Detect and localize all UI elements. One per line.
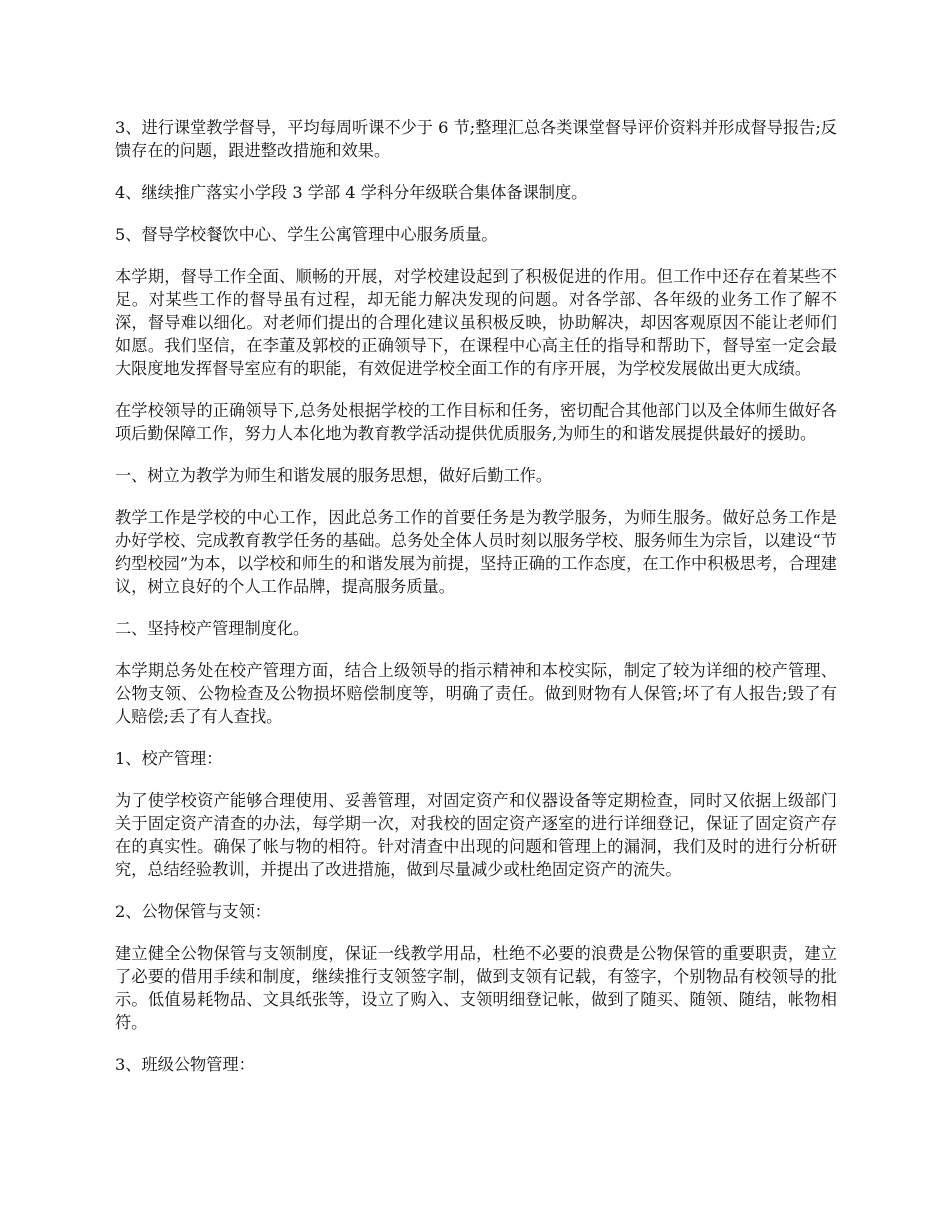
subsection-heading: 2、公物保管与支领：: [115, 902, 271, 921]
section-heading: 一、树立为教学为师生和谐发展的服务思想，做好后勤工作。: [115, 466, 553, 485]
paragraph: 本学期总务处在校产管理方面，结合上级领导的指示精神和本校实际，制定了较为详细的校产管理、公物支领、公物检查及公物损坏赔偿制度等，明确了责任。做到财物有人保管;坏了有人报告;毁了有人赔偿;丢了有人查找。: [115, 661, 837, 726]
paragraph: 建立健全公物保管与支领制度，保证一线教学用品，杜绝不必要的浪费是公物保管的重要职责，建立了必要的借用手续和制度，继续推行支领签字制，做到支领有记载，有签字，个别物品有校领导的批示。低值易耗物品、文具纸张等，设立了购入、支领明细登记帐，做到了随买、随领、随结，帐物相符。: [115, 944, 837, 1032]
paragraph: 在学校领导的正确领导下,总务处根据学校的工作目标和任务，密切配合其他部门以及全体师生做好各项后勤保障工作，努力人本化地为教育教学活动提供优质服务,为师生的和谐发展提供最好的援助。: [115, 401, 837, 443]
paragraph: 为了使学校资产能够合理使用、妥善管理，对固定资产和仪器设备等定期检查，同时又依据上级部门关于固定资产清查的办法，每学期一次，对我校的固定资产逐室的进行详细登记，保证了固定资产存在的真实性。确保了帐与物的相符。针对清查中出现的问题和管理上的漏洞，我们及时的进行分析研究，总结经验教训，并提出了改进措施，做到尽量减少或杜绝固定资产的流失。: [115, 791, 837, 879]
subsection-heading: 3、班级公物管理：: [115, 1055, 255, 1074]
paragraph: 4、继续推广落实小学段 3 学部 4 学科分年级联合集体备课制度。: [115, 183, 588, 202]
document-body: [115, 116, 837, 1095]
subsection-heading: 1、校产管理：: [115, 749, 223, 768]
paragraph: 本学期，督导工作全面、顺畅的开展，对学校建设起到了积极促进的作用。但工作中还存在着某些不足。对某些工作的督导虽有过程，却无能力解决发现的问题。对各学部、各年级的业务工作了解不深，督导难以细化。对老师们提出的合理化建议虽积极反映，协助解决，却因客观原因不能让老师们如愿。我们坚信，在李董及郭校的正确领导下，在课程中心高主任的指导和帮助下，督导室一定会最大限度地发挥督导室应有的职能，有效促进学校全面工作的有序开展，为学校发展做出更大成绩。: [115, 267, 837, 378]
paragraph: 5、督导学校餐饮中心、学生公寓管理中心服务质量。: [115, 225, 498, 244]
section-heading: 二、坚持校产管理制度化。: [115, 619, 310, 638]
paragraph: 3、进行课堂教学督导，平均每周听课不少于 6 节;整理汇总各类课堂督导评价资料并形成督导报告;反馈存在的问题，跟进整改措施和效果。: [115, 118, 837, 160]
paragraph: 教学工作是学校的中心工作，因此总务工作的首要任务是为教学服务，为师生服务。做好总务工作是办好学校、完成教育教学任务的基础。总务处全体人员时刻以服务学校、服务师生为宗旨，以建设“节约型校园”为本，以学校和师生的和谐发展为前提，坚持正确的工作态度，在工作中积极思考，合理建议，树立良好的个人工作品牌，提高服务质量。: [115, 508, 837, 596]
